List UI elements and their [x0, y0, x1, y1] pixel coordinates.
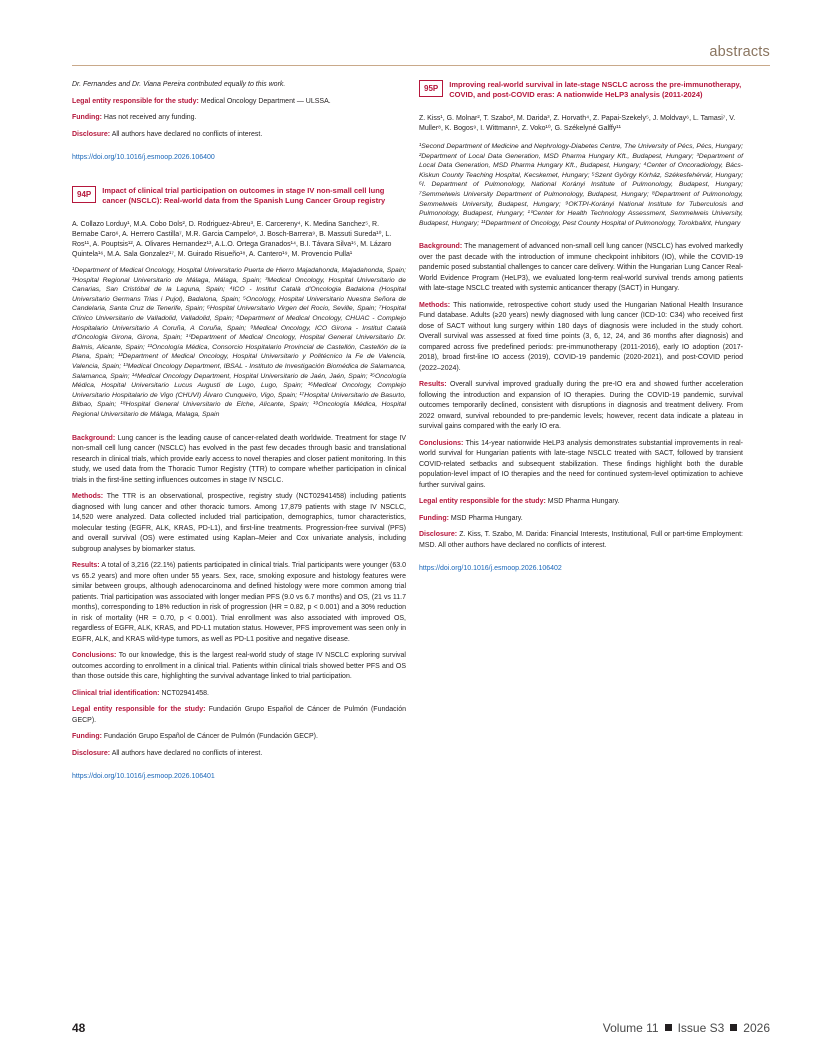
volume-info [603, 1021, 770, 1035]
volume: Volume 11 [602, 1021, 659, 1035]
background-text: Lung cancer is the leading cause of cancer-related death worldwide. Treatment for stage IV non-small cell lung cancer (NSCLC) has evolved in the past few decades through basic and translational research in clinical trials, which provide early access to novel therapies and closer patient monitoring. In this study, we used data from the Thoracic Tumor Registry (TTR) to compare whether participation in clinical trials in the first-line setting influences outcomes in stage IV NSCLC. [72, 434, 406, 484]
background-label: Background: [419, 243, 463, 251]
prev-funding-label: Funding: [72, 114, 102, 121]
right-column [419, 80, 743, 575]
results-label: Results: [72, 562, 100, 569]
methods-text: This nationwide, retrospective cohort study used the Hungarian National Health Insurance Fund database. Adults (≥20 years) newly diagnosed with lung cancer (ICD-10: C34) who received first dose of SACT without lung surgery within 180 days of diagnosis were included in the study cohort. Overall survival was assessed at fixed time points (3, 6, 12, 24, and 36 months after diagnosis) and compared across five predefined periods: pre-immunotherapy (2011-2016), early IO adoption (2017-2018), broad first-line IO access (2019), COVID-19 pandemic (2020-2021), and post-COVID period (2022–2024). [419, 301, 743, 372]
abstract-id-badge: 94P [72, 186, 96, 203]
disclosure-text: Z. Kiss, T. Szabo, M. Darida: Financial Interests, Institutional, Full or part-time Employment: MSD. All other authors have declared no conflicts of interest. [419, 531, 743, 549]
abstract-id-badge: 95P [419, 80, 443, 97]
prev-doi-link[interactable]: https://doi.org/10.1016/j.esmoop.2026.106400 [72, 154, 215, 161]
prev-disclosure [72, 130, 406, 141]
doi-link[interactable]: https://doi.org/10.1016/j.esmoop.2026.106402 [419, 565, 562, 573]
conclusions-section [72, 651, 406, 683]
header-rule [72, 65, 770, 66]
disclosure-label: Disclosure: [72, 749, 111, 757]
trial-identification [72, 689, 406, 700]
legal-entity [419, 497, 743, 508]
background-text: The management of advanced non-small cell lung cancer (NSCLC) has evolved markedly over the past decade with the introduction of immune checkpoint inhibitors (IO), while the COVID-19 pandemic posed substantial challenges to cancer care delivery. Within the Hungarian Lung Cancer Real-World Evidence Program (HeLP3), we evaluated long-term real-world survival trends among patients with late-stage NSCLC treated with systemic anticancer therapy (SACT) in Hungary. [419, 243, 743, 293]
methods-section [72, 492, 406, 555]
prev-legal-label: Legal entity responsible for the study: [72, 97, 199, 105]
author-list: A. Collazo Lorduy¹, M.A. Cobo Dols², D. Rodriguez-Abreu³, E. Carcereny⁴, K. Medina Sanchez⁵, R. Bernabe Caro⁶, A. Herrero Castilla⁷, M.R. Garcia Campelo⁸, J. Bosch-Barrera⁹, B. Massuti Sureda¹⁰, L. Ros¹¹, A. Pouptsis¹², A. Olivares Hernandez¹³, A.L.O. Ortega Granados¹⁴, B.I. Távara Silva¹⁵, M. Lázaro Quintela¹⁶, M.A. Sala Gonzalez¹⁷, M. Guirado Risueño¹⁸, A. Cantero¹⁹, M. Provencio Pulla¹ [72, 221, 392, 258]
conclusions-text: This 14-year nationwide HeLP3 analysis demonstrates substantial improvements in real-world survival for Hungarian patients with late-stage NSCLC treated with SACT, followed by transient COVID-related setbacks and subsequent stabilization. These findings highlight both the durable population-level impact of IO therapies and the need for continued system-level optimization to achieve further survival gains. [419, 439, 743, 489]
results-section [419, 380, 743, 433]
prev-legal-entity [72, 97, 406, 108]
legal-label: Legal entity responsible for the study: [72, 706, 206, 713]
abstract-95p-header [419, 80, 743, 100]
separator-square-icon [665, 1024, 672, 1031]
results-label: Results: [419, 381, 447, 389]
disclosure-label: Disclosure: [419, 531, 458, 539]
methods-label: Methods: [72, 493, 104, 500]
funding-text: Fundación Grupo Español de Cáncer de Pulmón (Fundación GECP). [103, 733, 318, 740]
year: 2026 [743, 1021, 770, 1035]
conclusions-label: Conclusions: [72, 652, 117, 659]
left-column [72, 80, 406, 783]
legal-label: Legal entity responsible for the study: [419, 498, 546, 506]
legal-text: Fundación Grupo Español de Cáncer de Pulmón (Fundación GECP). [72, 706, 406, 724]
methods-section [419, 301, 743, 375]
author-list: Z. Kiss¹, G. Molnar², T. Szabo², M. Darida³, Z. Horvath⁴, Z. Papai-Szekely⁵, J. Moldvay⁶, L. Tamasi⁷, V. Muller⁸, K. Bogos⁹, I. Wittmann¹, Z. Voko¹⁰, G. Székelyné Galffy¹¹ [419, 115, 736, 132]
methods-text: The TTR is an observational, prospective, registry study (NCT02941458) including patients diagnosed with lung cancer and other thoracic tumors. Among 17,879 patients with stage IV NSCLC, 14,520 were analyzed. Data collected included trial participation, demographics, tumor characteristics, molecular testing (EGFR, ALK, KRAS, PD-L1), and first-line treatments. Progression-free survival (PFS) and overall survival (OS) were estimated using Kaplan–Meier and Cox univariate analysis, including subgroup analyses by biomarker status. [72, 493, 406, 553]
prev-legal-text: Medical Oncology Department — ULSSA. [200, 97, 331, 105]
legal-text: MSD Pharma Hungary. [547, 498, 620, 506]
affiliations: ¹Second Department of Medicine and Nephrology-Diabetes Centre, The University of Pécs, Pécs, Hungary; ²Department of Local Data Generation, MSD Pharma Hungary Kft., Budapest, Hungary; ³Department of Local Data Generation, MSD Pharma Hungary Kft., Budapest, Hungary; ⁴Center of Oncoradiology, Bács-Kiskun County Teaching Hospital, Kecskemet, Hungary; ⁵Szent György Kórház, Székesfehérvár, Hungary; ⁶I. Department of Pulmonology, National Korányi Institute of Pulmonology, Budapest, Hungary; ⁷Semmelweis University Department of Pulmonology, Budapest, Hungary; ⁸Department of Pulmonology, Semmelweis University, Budapest, Hungary; ⁹OKTPI-Korányi National Institute for Tuberculosis and Pulmonology, Budapest, Hungary; ¹⁰Center for Health Technology Assessment, Semmelweis University, Budapest, Hungary; ¹¹Department of Oncology, Pest County Hospital of Pulmonology, Torokbalint, Hungary [419, 143, 743, 227]
results-text: A total of 3,216 (22.1%) patients participated in clinical trials. Trial participants were younger (63.0 vs 65.2 years) and more often under 55 years. Sex, race, smoking exposure and histology features were similar between groups, although adenocarcinoma and defined histology were more common among trial patients. Trial participation was associated with longer median PFS (9.0 vs 6.7 months) and OS, (21 vs 11.7 months), corresponding to 18% reduction in risk of progression (HR = 0.82, p < 0.001) and a 30% reduction in risk of mortality (HR = 0.70, p < 0.001). Trial enrollment was also associated with improved OS, regardless of EGFR, ALK, KRAS, and PD-L1 mutation status. However, PFS improvement was seen only in EGFR, ALK, and KRAS wild-type tumors, as well as PD-L1 positive and negative disease. [72, 562, 407, 643]
funding-label: Funding: [419, 514, 449, 522]
prev-funding-text: Has not received any funding. [103, 114, 197, 121]
methods-label: Methods: [419, 301, 451, 309]
conclusions-label: Conclusions: [419, 439, 464, 447]
abstract-title: Impact of clinical trial participation on outcomes in stage IV non-small cell lung cancer (NSCLC): Real-world data from the Spanish Lung Cancer Group registry [102, 186, 386, 205]
funding-text: MSD Pharma Hungary. [450, 514, 523, 522]
funding [419, 514, 743, 525]
funding-label: Funding: [72, 733, 102, 740]
legal-entity [72, 705, 406, 726]
disclosure [419, 530, 743, 551]
conclusions-section [419, 439, 743, 492]
funding [72, 732, 406, 743]
prev-funding [72, 113, 406, 124]
abstract-title: Improving real-world survival in late-stage NSCLC across the pre-immunotherapy, COVID, and post-COVID eras: A nationwide HeLP3 analysis (2011-2024) [449, 80, 742, 99]
background-section [72, 434, 406, 487]
issue: Issue S3 [677, 1021, 725, 1035]
prev-disclosure-text: All authors have declared no conflicts of interest. [111, 130, 263, 138]
disclosure-text: All authors have declared no conflicts of interest. [111, 749, 263, 757]
disclosure [72, 749, 406, 760]
trial-id-label: Clinical trial identification: [72, 689, 160, 697]
contribution-note: Dr. Fernandes and Dr. Viana Pereira contributed equally to this work. [72, 81, 286, 88]
page-number: 48 [72, 1021, 86, 1035]
doi-link[interactable]: https://doi.org/10.1016/j.esmoop.2026.106401 [72, 773, 215, 780]
background-section [419, 242, 743, 295]
background-label: Background: [72, 434, 116, 442]
affiliations: ¹Department of Medical Oncology, Hospital Universitario Puerta de Hierro Majadahonda, Majadahonda, Spain; ²Hospital Regional Universitario de Málaga, Málaga, Spain; ³Medical Oncology, Hospital Universitario de Canarias, San Cristóbal de la Laguna, Spain; ⁴ICO - Institut Català d'Oncologia Badalona (Hospital Universitario Germans Trias i Pujol), Badalona, Spain; ⁵Oncology, Hospital Universitario Nuestra Señora de Candelaria, Santa Cruz de Tenerife, Spain; ⁶Hospital Universitario Virgen del Rocio, Seville, Spain; ⁷Hospital Clínico Universitario de Valladolid, Valladolid, Spain; ⁸Department of Medical Oncology, CHUAC - Complejo Hospitalario Universitario A Coruña, A Coruña, Spain; ⁹Medical Oncology, ICO Girona - Institut Català d'Oncologia Girona, Girona, Spain; ¹⁰Department of Medical Oncology, Hospital General Universitario Dr. Balmis, Alicante, Spain; ¹¹Oncología Médica, Consorcio Hospitalario Provincial de Castellón, Castellón de la Plana, Spain; ¹²Department of Medical Oncology, Hospital Universitario y Politécnico la Fe de Valencia, Valencia, Spain; ¹³Medical Oncology Department, IBSAL - Instituto de Investigación Biomédica de Salamanca, Salamanca, Spain; ¹⁴Medical Oncology Department, Hospital Universitario de Jaén, Jaén, Spain; ¹⁵Oncología Médica, Hospital Universitario Lucus Augusti de Lugo, Lugo, Spain; ¹⁶Medical Oncology, Complejo Universitario Hospitalario de Vigo (CHUVI) Álvaro Cunqueiro, Vigo, Spain; ¹⁷Hospital Universitario de Basurto, Bilbao, Spain; ¹⁸Hospital General Universitario de Elche, Alicante, Spain; ¹⁹Oncología Médica, Hospital Regional Universitario de Málaga, Malaga, Spain [72, 267, 406, 418]
results-text: Overall survival improved gradually during the pre-IO era and showed further acceleration following the introduction and expansion of IO therapies. During the COVID-19 pandemic, survival outcomes temporarily declined, consistent with disruptions in diagnosis and treatment delivery. From 2022 onward, survival rebounded to pre-pandemic levels; however, recent data indicate a plateau in survival gains compared with the early IO era. [419, 381, 743, 431]
separator-square-icon [730, 1024, 737, 1031]
conclusions-text: To our knowledge, this is the largest real-world study of stage IV NSCLC exploring survival outcomes according to enrollment in a clinical trial. Patients within clinical trials showed better PFS and OS than those outside this care, highlighting the survival advantage linked to trial participation. [72, 652, 406, 680]
trial-id-text: NCT02941458. [161, 689, 209, 697]
abstract-94p-header [72, 186, 406, 206]
results-section [72, 561, 406, 645]
running-head: abstracts [709, 44, 770, 60]
prev-disclosure-label: Disclosure: [72, 130, 111, 138]
